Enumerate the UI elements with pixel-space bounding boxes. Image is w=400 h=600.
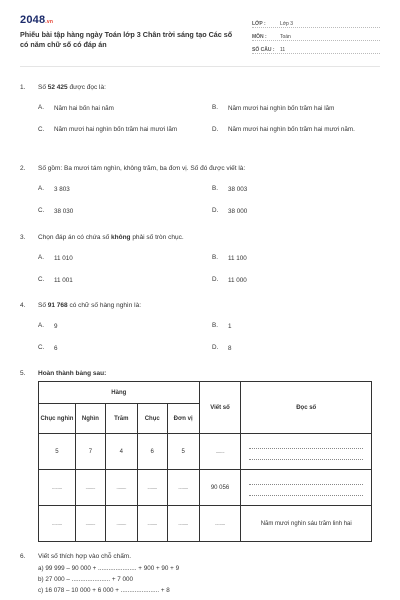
meta-row-class — [252, 17, 380, 28]
question-text: Hoàn thành bảng sau: — [38, 370, 107, 377]
question-text-part: Số — [38, 302, 48, 309]
question-5 — [20, 370, 380, 380]
option-b[interactable] — [212, 185, 247, 194]
read-cell-blank[interactable] — [241, 434, 372, 470]
option-a[interactable] — [38, 322, 58, 331]
option-a[interactable] — [38, 185, 70, 194]
table-row — [39, 506, 372, 542]
option-letter: D. — [212, 126, 219, 133]
option-letter: A. — [38, 254, 44, 261]
option-letter: B. — [212, 185, 218, 192]
table-header-row — [39, 382, 372, 404]
option-b[interactable] — [212, 104, 380, 113]
meta-row-question-count — [252, 43, 380, 54]
table-cell: 5 — [39, 434, 76, 470]
question-number: 2. — [20, 165, 26, 172]
option-d[interactable] — [212, 207, 247, 216]
table-cell-blank[interactable]: ......... — [167, 506, 199, 542]
write-cell-blank[interactable]: ........ — [199, 434, 241, 470]
question-number: 4. — [20, 302, 26, 309]
question-text-part: Số — [38, 84, 48, 91]
option-letter: D. — [212, 344, 219, 351]
table-cell-blank[interactable]: ......... — [105, 506, 137, 542]
option-c[interactable] — [38, 344, 58, 353]
question-number: 6. — [20, 553, 26, 560]
option-letter: C. — [38, 344, 45, 351]
option-text: Năm mươi hai nghìn bốn trăm hai lăm — [228, 105, 335, 112]
header-don-vi: Đơn vị — [167, 404, 199, 434]
option-b[interactable] — [212, 254, 247, 263]
fill-line-c[interactable]: c) 16 078 – 10 000 + 6 000 + ...................... + 8 — [38, 587, 170, 594]
question-number: 3. — [20, 234, 26, 241]
option-text: 6 — [54, 345, 58, 352]
header-tram: Trăm — [105, 404, 137, 434]
option-text: 11 100 — [228, 255, 247, 262]
meta-value: 11 — [280, 47, 286, 53]
table-cell: 6 — [137, 434, 167, 470]
question-number: 5. — [20, 370, 26, 377]
question-text-bold: 91 768 — [47, 302, 68, 309]
question-text — [38, 84, 378, 91]
question-1 — [20, 84, 380, 154]
meta-value: Lớp 3 — [280, 21, 294, 27]
table-cell-blank[interactable]: ......... — [75, 470, 105, 506]
option-text: 9 — [54, 323, 58, 330]
option-text: 8 — [228, 345, 232, 352]
table-cell-blank[interactable]: ......... — [167, 470, 199, 506]
header-doc-so: Đọc số — [241, 382, 372, 434]
option-text: 11 000 — [228, 277, 247, 284]
option-d[interactable] — [212, 125, 380, 134]
option-c[interactable] — [38, 276, 73, 285]
dotted-line — [249, 477, 363, 485]
meta-row-subject — [252, 30, 380, 41]
read-cell: Năm mươi nghìn sáu trăm linh hai — [241, 506, 372, 542]
option-d[interactable] — [212, 344, 232, 353]
table-row — [39, 434, 372, 470]
option-c[interactable] — [38, 207, 73, 216]
option-letter: B. — [212, 104, 218, 111]
question-text-part: có chữ số hàng nghìn là: — [67, 302, 142, 309]
option-letter: B. — [212, 322, 218, 329]
table-cell: 7 — [75, 434, 105, 470]
table-row — [39, 470, 372, 506]
table-cell-blank[interactable]: ......... — [39, 470, 76, 506]
write-cell-blank[interactable]: ......... — [199, 506, 241, 542]
option-letter: C. — [38, 207, 45, 214]
table-cell-blank[interactable]: ......... — [75, 506, 105, 542]
question-number: 1. — [20, 84, 26, 91]
table-cell-blank[interactable]: ......... — [137, 506, 167, 542]
header-chuc-nghin: Chục nghìn — [39, 404, 76, 434]
option-c[interactable] — [38, 125, 198, 134]
question-3 — [20, 234, 380, 294]
dotted-line — [249, 452, 363, 460]
meta-panel — [252, 17, 380, 56]
dotted-line — [249, 488, 363, 496]
question-text — [38, 234, 378, 241]
site-logo[interactable] — [20, 14, 53, 26]
table-cell: 5 — [167, 434, 199, 470]
option-text: 11 001 — [54, 277, 73, 284]
table-cell-blank[interactable]: ......... — [105, 470, 137, 506]
question-text-bold: không — [111, 234, 131, 241]
question-text: Số gồm: Ba mươi tám nghìn, không trăm, ba đơn vị. Số đó được viết là: — [38, 165, 246, 172]
group-header-hang: Hàng — [39, 382, 200, 404]
header-viet-so: Viết số — [199, 382, 241, 434]
question-text: Viết số thích hợp vào chỗ chấm. — [38, 553, 132, 560]
meta-label: LỚP : — [252, 21, 266, 27]
option-letter: D. — [212, 276, 219, 283]
table-cell-blank[interactable]: ......... — [137, 470, 167, 506]
worksheet-title: Phiếu bài tập hàng ngày Toán lớp 3 Chân trời sáng tạo Các số có năm chữ số có đáp án — [20, 30, 233, 49]
option-b[interactable] — [212, 322, 232, 331]
question-text-part: Chọn đáp án có chứa số — [38, 234, 112, 241]
option-letter: D. — [212, 207, 219, 214]
fill-line-b[interactable]: b) 27 000 – ...................... + 7 000 — [38, 576, 134, 583]
question-text-part: phải số tròn chục. — [130, 234, 184, 241]
option-letter: A. — [38, 185, 44, 192]
option-a[interactable] — [38, 104, 198, 113]
header-chuc: Chục — [137, 404, 167, 434]
option-letter: C. — [38, 276, 45, 283]
question-text-bold: 52 425 — [47, 84, 68, 91]
option-text: 38 000 — [228, 208, 248, 215]
question-2 — [20, 165, 380, 225]
option-letter: A. — [38, 322, 44, 329]
option-text: 1 — [228, 323, 232, 330]
logo-suffix: .vn — [45, 19, 54, 25]
option-text: Năm mươi hai nghìn bốn trăm hai mươi năm. — [228, 126, 355, 133]
table-cell-blank[interactable]: ......... — [39, 506, 76, 542]
read-cell-blank[interactable] — [241, 470, 372, 506]
dotted-line — [249, 441, 363, 449]
option-text: 38 003 — [228, 186, 248, 193]
question-text-part: được đọc là: — [67, 84, 106, 91]
header-nghin: Nghìn — [75, 404, 105, 434]
option-text: Năm hai bốn hai năm — [54, 105, 114, 112]
question-text — [38, 302, 378, 309]
option-d[interactable] — [212, 276, 247, 285]
logo-text: 2048 — [20, 14, 46, 26]
option-text: 38 030 — [54, 208, 74, 215]
option-letter: A. — [38, 104, 44, 111]
meta-value: Toán — [280, 34, 291, 40]
question-4 — [20, 302, 380, 362]
meta-label: SỐ CÂU : — [252, 47, 275, 53]
write-cell: 90 056 — [199, 470, 241, 506]
option-text: Năm mươi hai nghìn bốn trăm hai mươi lăm — [54, 126, 178, 133]
option-text: 11 010 — [54, 255, 73, 262]
header-divider — [20, 66, 380, 67]
worksheet-header — [20, 14, 380, 60]
fill-line-a[interactable]: a) 99 999 – 90 000 + ...................... + 900 + 90 + 9 — [38, 565, 180, 572]
option-text: 3 803 — [54, 186, 70, 193]
place-value-table — [38, 381, 372, 542]
table-cell: 4 — [105, 434, 137, 470]
option-a[interactable] — [38, 254, 73, 263]
option-letter: B. — [212, 254, 218, 261]
question-6 — [20, 553, 380, 563]
option-letter: C. — [38, 126, 45, 133]
meta-label: MÔN : — [252, 34, 267, 40]
